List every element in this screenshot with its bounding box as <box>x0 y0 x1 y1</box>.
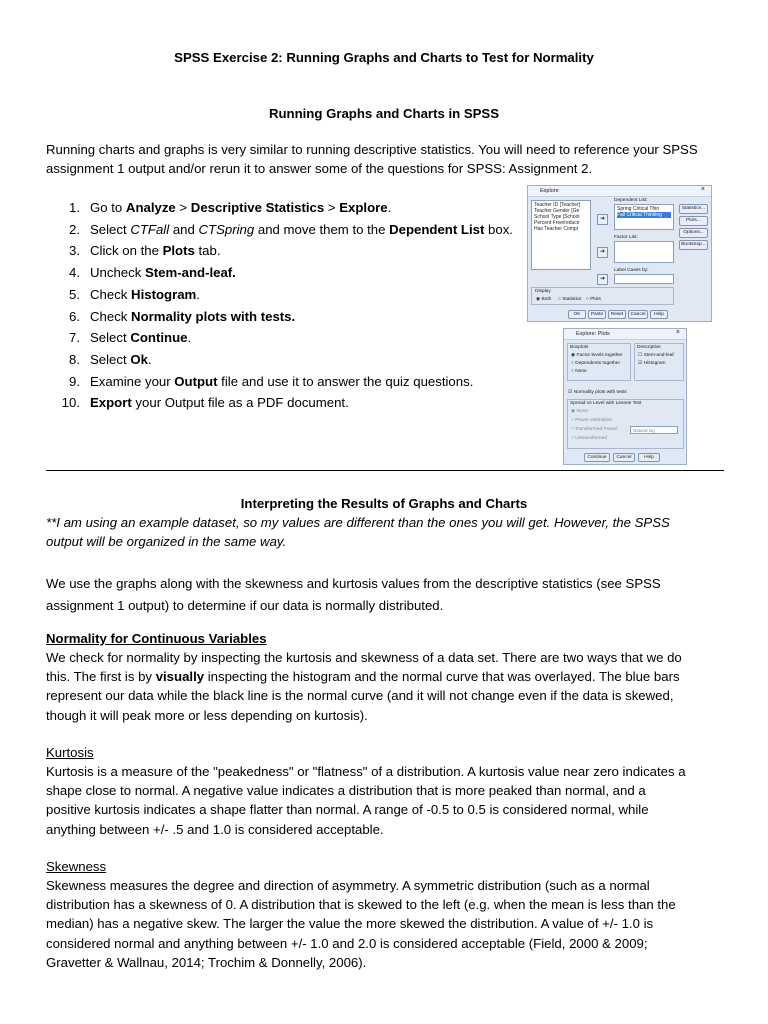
kurtosis-heading: Kurtosis <box>46 745 94 760</box>
document-title: SPSS Exercise 2: Running Graphs and Charts to Test for Normality <box>174 50 594 65</box>
normality-paragraph: We check for normality by inspecting the kurtosis and skewness of a data set. There are two ways that we do this. The first is by visually inspecting the histogram and the normal curve that was overlayed. The blue bars represent our data while the black line is the normal curve (and it will not change even if the data is skewed, though it will peak more or less depending on kurtosis). <box>46 650 682 723</box>
help-button: Help <box>638 453 660 462</box>
step-text: Check Histogram. <box>90 286 200 302</box>
cancel-button: Cancel <box>628 310 648 319</box>
bootstrap-button: Bootstrap... <box>679 240 708 250</box>
section-heading-running: Running Graphs and Charts in SPSS <box>268 106 500 121</box>
variable-list: Teacher ID [Teacher] Teacher Gender [Ge School Type [School Percent Free/reduce Has Teacher Compl <box>531 200 591 270</box>
help-button: Help <box>650 310 668 319</box>
step-text: Uncheck Stem-and-leaf. <box>90 265 236 281</box>
label-cases-box <box>614 274 674 284</box>
step-item <box>46 306 526 328</box>
plots-dialog-image <box>563 328 687 465</box>
step-item <box>46 392 526 414</box>
step-number: 9. <box>69 373 80 389</box>
reset-button: Reset <box>608 310 626 319</box>
step-item <box>46 219 526 241</box>
plots-button: Plots... <box>679 216 708 226</box>
step-item <box>46 349 526 371</box>
step-item <box>46 197 526 219</box>
power-select: Natural log <box>630 426 678 434</box>
skewness-heading: Skewness <box>46 859 107 874</box>
step-text: Select Continue. <box>90 330 192 346</box>
boxplots-group: Boxplots ◉ Factor levels together ○ Dependents together ○ None <box>567 343 631 381</box>
descriptive-group: Descriptive ☐ Stem-and-leaf ☑ Histogram <box>634 343 684 381</box>
dialog-title: Explore <box>528 186 711 197</box>
explore-dialog-image <box>527 185 712 322</box>
close-icon: × <box>675 329 680 336</box>
dependent-list-box: Spring Critical Thin Fall Critical Thinking <box>614 204 674 230</box>
step-text: Examine your Output file and use it to answer the quiz questions. <box>90 373 474 389</box>
step-item <box>46 371 526 393</box>
step-text: Click on the Plots tab. <box>90 243 221 259</box>
step-text: Check Normality plots with tests. <box>90 308 296 324</box>
arrow-right-icon: ➜ <box>597 214 608 225</box>
step-text: Select CTFall and CTSpring and move them to the Dependent List box. <box>90 221 513 237</box>
steps-list <box>46 197 526 414</box>
dependent-list-label: Dependent List: <box>614 198 648 203</box>
step-item <box>46 284 526 306</box>
step-number: 7. <box>69 330 80 346</box>
section-heading-interpreting: Interpreting the Results of Graphs and Charts <box>240 496 528 511</box>
step-number: 8. <box>69 351 80 367</box>
skewness-paragraph: Skewness measures the degree and direction of asymmetry. A symmetric distribution (such as a normal distribution has a skewness of 0. A distribution that is skewed to the left (e.g. when the mean is less than the median) has a negative skew. The larger the value the more skewed the distribution. A value of +/- 1.0 is considered normal and anything between +/- 1.0 and 2.0 is considered acceptable (Field, 2000 & 2009; Gravetter & Wallnau, 2014; Trochim & Donnelly, 2006). <box>46 878 676 970</box>
continue-button: Continue <box>584 453 610 462</box>
step-number: 1. <box>69 200 80 215</box>
step-item <box>46 327 526 349</box>
step-number: 4. <box>69 265 80 281</box>
step-item <box>46 240 526 262</box>
section-divider <box>46 470 724 471</box>
intro-paragraph: Running charts and graphs is very similar to running descriptive statistics. You will need to reference your SPSS assignment 1 output and/or rerun it to answer some of the questions for SPSS: Assignment 2. <box>46 142 698 177</box>
step-number: 5. <box>69 286 80 302</box>
step-number: 6. <box>69 308 80 324</box>
arrow-right-icon: ➜ <box>597 247 608 258</box>
cancel-button: Cancel <box>613 453 635 462</box>
display-group: Display ◉ Both ○ Statistics ○ Plots <box>531 287 674 305</box>
step-text: Go to Analyze > Descriptive Statistics > Explore. <box>90 200 392 215</box>
step-text: Select Ok. <box>90 351 152 367</box>
spread-group: Spread vs Level with Levene Test ◉ None ○ Power estimation ○ Transformed Power: Natural log ○ Untransformed <box>567 399 684 449</box>
paste-button: Paste <box>588 310 606 319</box>
options-button: Options... <box>679 228 708 238</box>
step-number: 2. <box>69 221 80 237</box>
dialog-title: Explore: Plots <box>564 329 686 340</box>
label-cases-label: Label Cases by: <box>614 268 649 273</box>
ok-button: OK <box>568 310 586 319</box>
arrow-right-icon: ➜ <box>597 274 608 285</box>
factor-list-label: Factor List: <box>614 235 638 240</box>
statistics-button: Statistics... <box>679 204 708 214</box>
step-number: 10. <box>61 395 80 411</box>
example-note: **I am using an example dataset, so my values are different than the ones you will get. However, the SPSS output will be organized in the same way. <box>46 515 670 550</box>
kurtosis-paragraph: Kurtosis is a measure of the "peakedness" or "flatness" of a distribution. A kurtosis value near zero indicates a shape close to normal. A negative value indicates a distribution that is more peaked than normal, and a positive kurtosis indicates a shape flatter than normal. A range of -0.5 to 0.5 is considered normal, while anything between +/- .5 and 1.0 is considered acceptable. <box>46 764 686 837</box>
step-number: 3. <box>69 243 80 259</box>
step-item <box>46 262 526 284</box>
usage-paragraph: We use the graphs along with the skewness and kurtosis values from the descriptive statistics (see SPSS assignment 1 output) to determine if our data is normally distributed. <box>46 576 661 613</box>
close-icon: × <box>700 186 705 193</box>
factor-list-box <box>614 241 674 263</box>
normality-heading: Normality for Continuous Variables <box>46 631 267 646</box>
normality-plots-checkbox: ☑ Normality plots with tests <box>568 390 627 395</box>
step-text: Export your Output file as a PDF document. <box>90 395 349 411</box>
